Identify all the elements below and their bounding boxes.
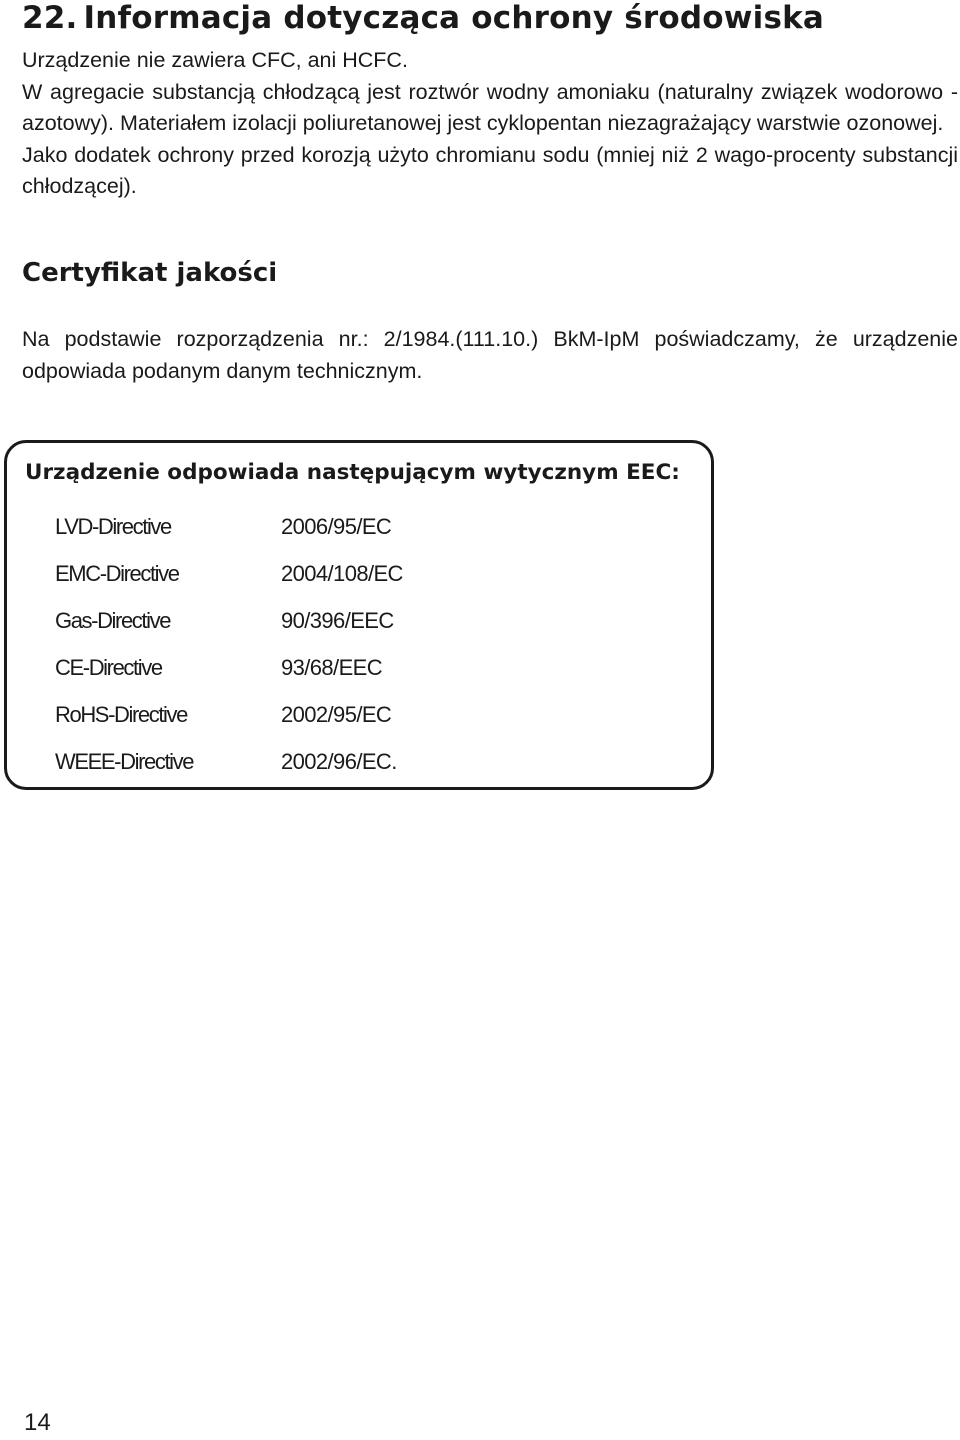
directive-code: 2002/95/EC	[281, 701, 392, 727]
no-cfc-statement: Urządzenie nie zawiera CFC, ani HCFC.	[22, 48, 408, 72]
refrigerant-paragraph: W agregacie substancją chłodzącą jest roztwór wodny amoniaku (naturalny związek wodorowo - azotowy). Materiałem izolacji poliuretanowej jest cyklopentan niezagrażający warstwie ozonowej.	[22, 79, 958, 135]
directives-title: Urządzenie odpowiada następującym wytycznym EEC:	[25, 460, 680, 485]
directive-row	[55, 597, 403, 644]
directive-name: CE-Directive	[55, 654, 162, 680]
directive-row	[55, 691, 403, 738]
directives-list	[55, 503, 403, 785]
directive-name: EMC-Directive	[55, 560, 179, 586]
directive-row	[55, 550, 403, 597]
directive-name: LVD-Directive	[55, 513, 171, 539]
environment-info	[22, 45, 958, 203]
directive-row	[55, 644, 403, 691]
directive-name: WEEE-Directive	[55, 748, 194, 774]
certificate-title: Certyfikat jakości	[22, 258, 278, 288]
section-title	[22, 0, 824, 36]
section-number: 22.	[22, 0, 78, 36]
page-number: 14	[24, 1409, 51, 1436]
directive-row	[55, 503, 403, 550]
directive-name: RoHS-Directive	[55, 701, 187, 727]
section-title-text: Informacja dotycząca ochrony środowiska	[83, 0, 825, 36]
directives-box	[4, 440, 714, 790]
directive-code: 2006/95/EC	[281, 513, 392, 539]
corrosion-paragraph: Jako dodatek ochrony przed korozją użyto chromianu sodu (mniej niż 2 wago-procenty substancji chłodzącej).	[22, 142, 958, 198]
directive-code: 2004/108/EC	[281, 560, 403, 586]
directive-code: 90/396/EEC	[281, 607, 394, 633]
certificate-text: Na podstawie rozporządzenia nr.: 2/1984.(111.10.) BkM-IpM poświadczamy, że urządzenie odpowiada podanym danym technicznym.	[22, 327, 958, 383]
directive-row	[55, 738, 403, 785]
directive-code: 2002/96/EC.	[281, 748, 397, 774]
directive-code: 93/68/EEC	[281, 654, 383, 680]
directive-name: Gas-Directive	[55, 607, 171, 633]
